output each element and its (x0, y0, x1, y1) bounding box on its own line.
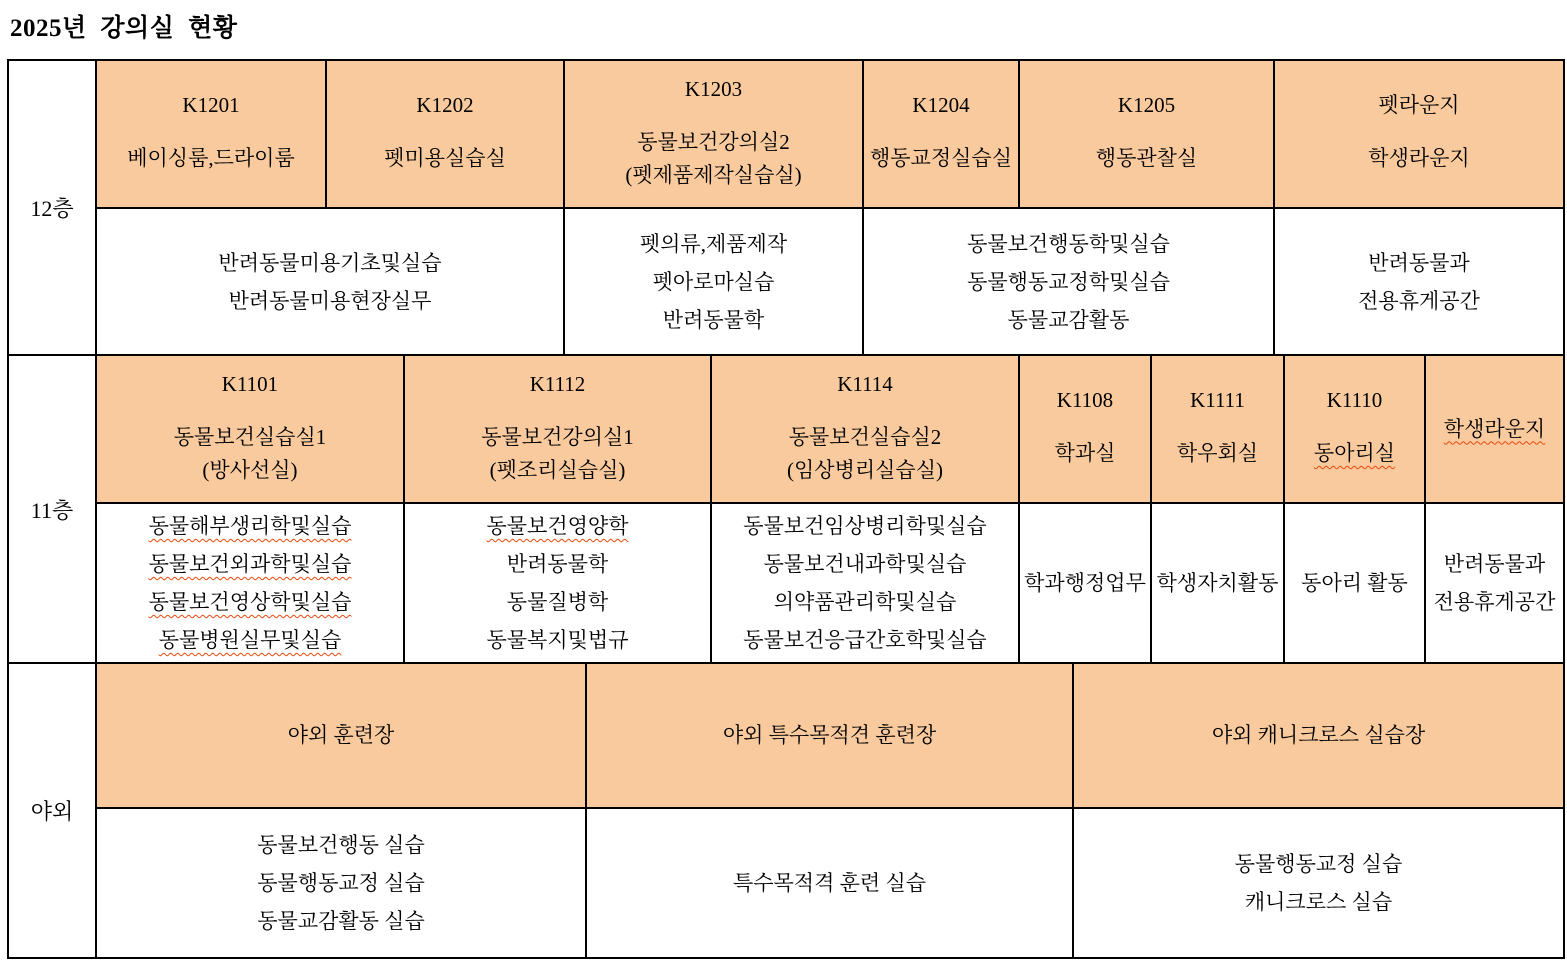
room-name: 동아리실 (1313, 441, 1396, 465)
usage-line: 동물보건영양학 (486, 514, 629, 538)
usage-line: 동물행동교정 실습 (1234, 852, 1403, 876)
floor-label: 12층 (8, 60, 96, 355)
usage-line: 반려동물미용기초및실습 (218, 250, 442, 275)
room-name: 동물보건실습실2 (임상병리실습실) (787, 424, 943, 482)
usage-line: 동물행동교정학및실습 (967, 269, 1170, 294)
usage-cell (1151, 503, 1284, 663)
usage-cell (1425, 503, 1564, 663)
room-name: 야외 훈련장 (287, 723, 395, 747)
usage-line: 반려동물과 (1443, 552, 1546, 576)
room-header-cell (1019, 60, 1274, 208)
usage-line: 학생자치활동 (1156, 571, 1279, 595)
usage-line: 반려동물과 (1368, 250, 1470, 275)
room-header-cell (326, 60, 564, 208)
usage-line: 의약품관리학및실습 (773, 590, 957, 614)
usage-cell (1274, 208, 1564, 355)
room-header-cell (96, 663, 586, 808)
room-name: 학생라운지 (1443, 416, 1546, 441)
usage-line: 동물보건임상병리학및실습 (743, 514, 987, 538)
room-name: 베이싱룸,드라이룸 (127, 146, 295, 170)
room-header-cell (404, 355, 711, 503)
usage-line: 반려동물학 (662, 307, 765, 332)
usage-line: 동물교감활동 (1007, 307, 1130, 332)
room-header-cell (1151, 355, 1284, 503)
usage-cell (711, 503, 1019, 663)
usage-line: 펫아로마실습 (652, 269, 775, 294)
usage-cell (1073, 808, 1564, 958)
floor-label: 11층 (8, 355, 96, 663)
room-number: K1204 (912, 93, 970, 117)
room-number: K1111 (1190, 388, 1245, 412)
room-name: 학우회실 (1176, 441, 1259, 465)
room-header-cell (1019, 355, 1151, 503)
room-name: 펫미용실습실 (384, 146, 506, 170)
room-number: K1110 (1326, 388, 1383, 412)
usage-line: 동물보건행동학및실습 (967, 231, 1170, 256)
usage-line: 동물보건행동 실습 (257, 833, 425, 857)
room-name: 학과실 (1054, 441, 1116, 465)
usage-line: 동물복지및법규 (486, 628, 629, 652)
room-name: 야외 특수목적견 훈련장 (722, 723, 937, 747)
usage-line: 동아리 활동 (1301, 571, 1408, 595)
room-number: K1108 (1056, 388, 1114, 412)
room-name: 야외 캐니크로스 실습장 (1211, 723, 1426, 747)
usage-cell (96, 808, 586, 958)
usage-line: 전용휴게공간 (1358, 288, 1480, 313)
room-number: K1101 (221, 371, 279, 396)
floor-section-11f (7, 354, 1565, 664)
usage-line: 동물보건외과학및실습 (148, 552, 352, 576)
usage-cell (586, 808, 1073, 958)
room-header-cell (711, 355, 1019, 503)
room-name: 동물보건실습실1 (방사선실) (173, 424, 327, 482)
room-name: 동물보건강의실2 (펫제품제작실습실) (625, 129, 802, 187)
room-header-cell (96, 355, 404, 503)
page-title: 2025년 강의실 현황 (10, 15, 238, 42)
usage-line: 동물보건응급간호학및실습 (743, 628, 987, 652)
floor-section-outdoor (7, 662, 1565, 959)
usage-cell (404, 503, 711, 663)
usage-line: 동물병원실무및실습 (158, 628, 342, 652)
room-header-cell (863, 60, 1019, 208)
room-number: K1114 (837, 371, 893, 396)
room-header-cell (96, 60, 326, 208)
usage-line: 반려동물미용현장실무 (228, 288, 432, 313)
usage-cell (96, 208, 564, 355)
room-header-cell (1073, 663, 1564, 808)
floor-section-12f (7, 59, 1565, 356)
usage-line: 동물해부생리학및실습 (148, 514, 352, 538)
usage-line: 동물질병학 (506, 590, 609, 614)
usage-cell (564, 208, 863, 355)
usage-cell (1019, 503, 1151, 663)
usage-line: 특수목적격 훈련 실습 (732, 871, 927, 895)
room-header-cell (586, 663, 1073, 808)
room-name: 학생라운지 (1368, 146, 1470, 170)
room-header-cell (1284, 355, 1425, 503)
room-number: K1201 (182, 93, 240, 117)
room-number: 펫라운지 (1378, 93, 1460, 117)
usage-line: 캐니크로스 실습 (1244, 890, 1393, 914)
usage-line: 반려동물학 (506, 552, 609, 576)
usage-line: 동물행동교정 실습 (257, 871, 425, 895)
room-header-cell (564, 60, 863, 208)
usage-cell (1284, 503, 1425, 663)
room-number: K1112 (529, 371, 586, 396)
room-number: K1203 (684, 76, 743, 101)
floor-label: 야외 (8, 663, 96, 958)
room-name: 행동관찰실 (1095, 146, 1198, 170)
usage-line: 전용휴게공간 (1433, 590, 1556, 614)
usage-line: 동물교감활동 실습 (257, 909, 425, 933)
usage-cell (96, 503, 404, 663)
usage-line: 동물보건내과학및실습 (763, 552, 967, 576)
room-header-cell (1425, 355, 1564, 503)
usage-cell (863, 208, 1274, 355)
room-number: K1202 (416, 93, 474, 117)
usage-line: 펫의류,제품제작 (639, 231, 788, 256)
room-name: 행동교정실습실 (869, 146, 1012, 170)
room-header-cell (1274, 60, 1564, 208)
usage-line: 학과행정업무 (1024, 571, 1146, 595)
room-number: K1205 (1117, 93, 1176, 117)
room-name: 동물보건강의실1 (펫조리실습실) (481, 424, 634, 482)
usage-line: 동물보건영상학및실습 (148, 590, 352, 614)
